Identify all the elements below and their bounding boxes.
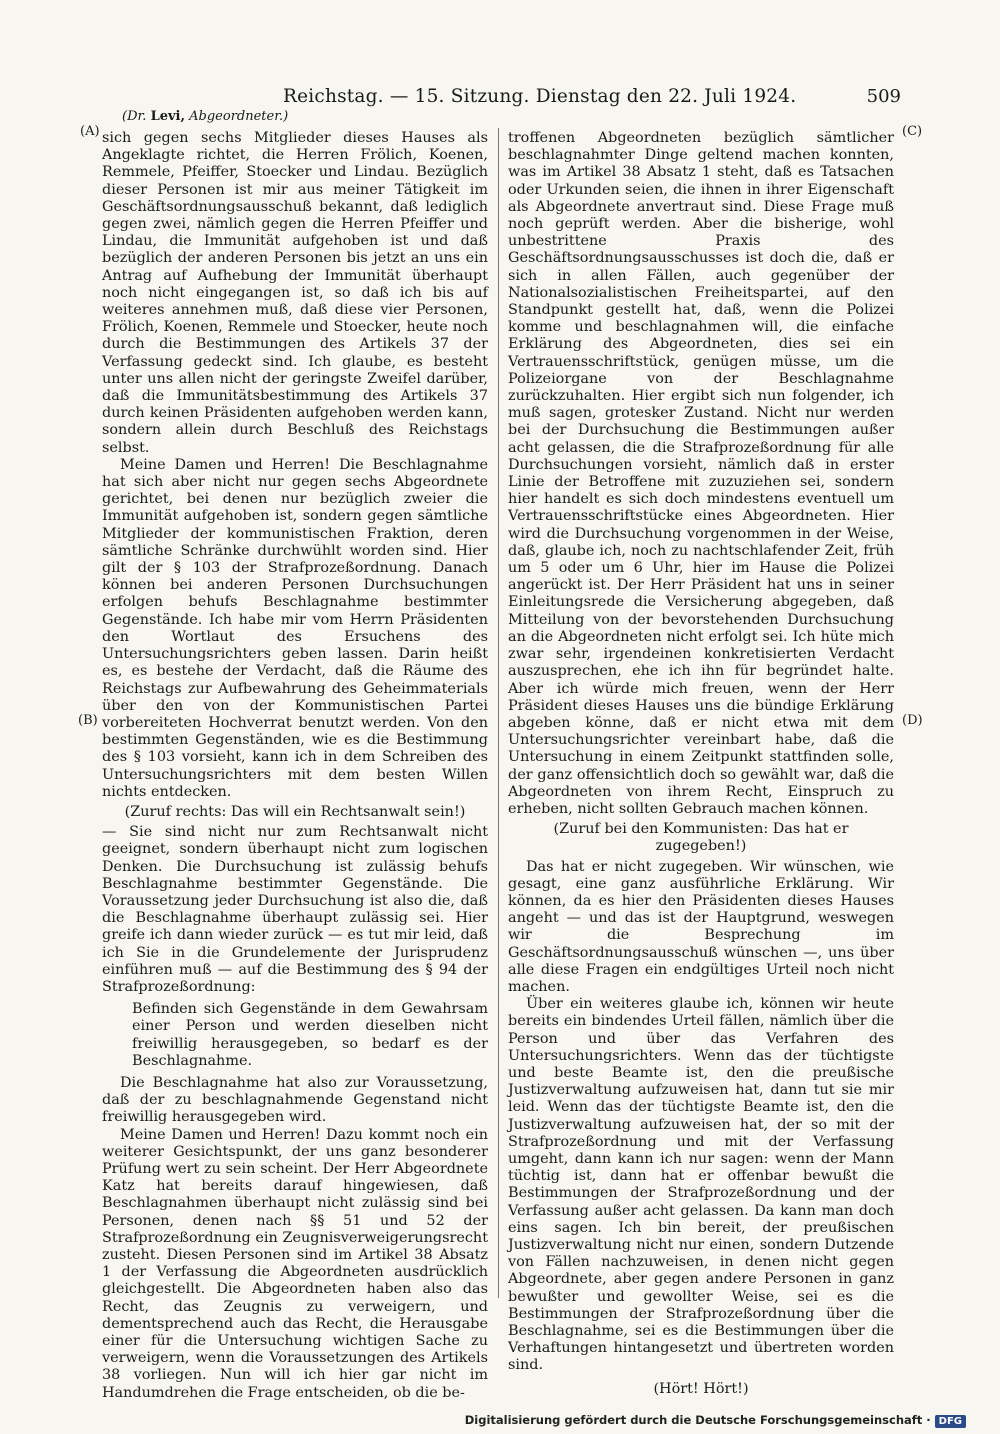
interjection: (Zuruf bei den Kommunisten: Das hat er zugegeben!) [553,821,849,855]
paragraph: Die Beschlagnahme hat also zur Voraussetzung, daß der zu beschlagnahmende Gegenstand nicht freiwillig herausgegeben wird. [102,1074,488,1126]
speaker-name: Levi, [150,109,185,124]
footer-text: Digitalisierung gefördert durch die Deutsche Forschungsgemeinschaft · [464,1413,931,1427]
page-header [105,86,901,110]
interjection: (Zuruf rechts: Das will ein Rechtsanwalt sein!) [124,803,466,820]
margin-label-c: (C) [902,124,923,139]
page-number: 509 [866,86,901,107]
margin-label-d: (D) [902,713,923,728]
interjection: (Hört! Hört!) [653,1380,749,1397]
column-divider [498,128,499,1298]
paragraph: Meine Damen und Herren! Dazu kommt noch ein weiterer Gesichtspunkt, der uns ganz besonderer Prüfung wert zu sein scheint. Der Herr Abgeordnete Katz hat bereits darauf hingewiesen, daß Beschlagnahmen überhaupt nicht zulässig sind bei Personen, denen nach §§ 51 und 52 der Strafprozeßordnung ein Zeugnisverweigerungsrecht zusteht. Diesen Personen sind im Artikel 38 Absatz 1 der Verfassung die Abgeordneten ausdrücklich gleichgestellt. Die Abgeordneten haben also das Recht, das Zeugnis zu verweigern, und dementsprechend auch das Recht, die Herausgabe einer für die Untersuchung wichtigen Sache zu verweigern, wenn die Voraussetzungen des Artikels 38 vorliegen. Nun will ich hier gar nicht im Handumdrehen die Frage entscheiden, ob die be- [102,1126,488,1401]
paragraph: Über ein weiteres glaube ich, können wir heute bereits ein bindendes Urteil fällen, nämlich über die Person und über das Verfahren des Untersuchungsrichters. Wenn das der tüchtigste und beste Beamte ist, den die preußische Justizverwaltung aufzuweisen hat, dann tut sie mir leid. Wenn das der tüchtigste Beamte ist, den die Justizverwaltung aufzuweisen hat, der so mit der Strafprozeßordnung und mit der Verfassung umgeht, dann kann ich nur sagen: wenn der Mann tüchtig ist, dann hat er offenbar bewußt die Bestimmungen der Strafprozeßordnung und der Verfassung außer acht gelassen. Da kann man doch eins sagen. Ich bin bereit, der preußischen Justizverwaltung nicht nur einen, sondern Dutzende von Fällen nachzuweisen, in denen nicht gegen Abgeordnete, aber gegen andere Personen in ganz bewußter und gewollter Weise, sei es die Bestimmungen der Strafprozeßordnung über die Beschlagnahme, sei es die Bestimmungen über die Verhaftungen hintangesetzt und übertreten worden sind. [508,996,894,1374]
left-column [102,130,488,1402]
speaker-line [122,109,288,124]
legal-quote: Befinden sich Gegenstände in dem Gewahrsam einer Person und werden dieselben nicht freiwillig herausgegeben, so bedarf es der Beschlagnahme. [132,1001,488,1069]
paragraph: Meine Damen und Herren! Die Beschlagnahme hat sich aber nicht nur gegen sechs Abgeordnete gerichtet, bei denen nur bezüglich zweier die Immunität aufgehoben ist, sondern gegen sämtliche Mitglieder der kommunistischen Fraktion, deren sämtliche Schränke durchwühlt worden sind. Hier gilt der § 103 der Strafprozeßordnung. Danach können bei anderen Personen Durchsuchungen erfolgen behufs Beschlagnahme bestimmter Gegenstände. Ich habe mir vom Herrn Präsidenten den Wortlaut des Ersuchens des Untersuchungsrichters geben lassen. Darin heißt es, es bestehe der Verdacht, daß die Räume des Reichstags zur Aufbewahrung des Geheimmaterials über den von der Kommunistischen Partei vorbereiteten Hochverrat benutzt werden. Von den bestimmten Gegenständen, wie es die Bestimmung des § 103 vorsieht, kann ich in dem Schreiben des Untersuchungsrichters mit dem besten Willen nichts entdecken. [102,456,488,800]
running-title: Reichstag. — 15. Sitzung. Dienstag den 22. Juli 1924. [283,86,797,107]
paragraph: — Sie sind nicht nur zum Rechtsanwalt nicht geeignet, sondern überhaupt nicht zum logischen Denken. Die Durchsuchung ist zulässig behufs Beschlagnahme bestimmter Gegenstände. Die Voraussetzung jeder Durchsuchung ist also die, daß die Beschlagnahme überhaupt zulässig sei. Hier greife ich dann wieder zurück — es tut mir leid, daß ich Sie in die Grundelemente der Jurisprudenz einführen muß — auf die Bestimmung des § 94 der Strafprozeßordnung: [102,824,488,995]
dfg-logo: DFG [935,1415,966,1428]
right-column [508,130,894,1404]
margin-label-b: (B) [78,713,98,728]
paragraph: Das hat er nicht zugegeben. Wir wünschen, wie gesagt, eine ganz ausführliche Erklärung. Wir können, da es hier den Präsidenten dieses Hauses angeht — und das ist der Hauptgrund, weswegen wir die Besprechung im Geschäftsordnungsausschuß wünschen —, uns über alle diese Fragen ein endgültiges Urteil noch nicht machen. [508,858,894,995]
speaker-prefix: (Dr. [122,109,147,124]
paragraph: troffenen Abgeordneten bezüglich sämtlicher beschlagnahmter Dinge geltend machen konnten, was im Artikel 38 Absatz 1 steht, daß es Tatsachen oder Urkunden seien, die ihnen in ihrer Eigenschaft als Abgeordnete anvertraut sind. Diese Frage muß noch geprüft werden. Aber die bisherige, wohl unbestrittene Praxis des Geschäftsordnungsausschusses ist doch die, daß er sich in allen Fällen, auch gegenüber der Nationalsozialistischen Freiheitspartei, auf den Standpunkt gestellt hat, daß, wenn die Polizei komme und beschlagnahmen will, die einfache Erklärung des Abgeordneten, dies sei ein Vertrauensschriftstück, genügen müsse, um die Polizeiorgane von der Beschlagnahme zurückzuhalten. Hier ergibt sich nun folgender, ich muß sagen, grotesker Zustand. Nicht nur werden bei der Durchsuchung die Bestimmungen außer acht gelassen, die die Strafprozeßordnung für alle Durchsuchungen vorsieht, nämlich daß in erster Linie der Betroffene mit zuzuziehen sei, sondern hier handelt es sich doch mindestens eventuell um Vertrauensschriftstücke eines Abgeordneten. Hier wird die Durchsuchung vorgenommen in der Weise, daß, glaube ich, noch zu nachtschlafender Zeit, früh um 5 oder um 6 Uhr, hier im Hause die Polizei angerückt ist. Der Herr Präsident hat uns in seiner Einleitungsrede die Versicherung abgegeben, daß Mitteilung von der bevorstehenden Durchsuchung an die Abgeordneten nicht erfolgt sei. Ich hüte mich zwar sehr, irgendeinen konkretisierten Verdacht auszusprechen, ehe ich ihn für begründet halte. Aber ich würde mich freuen, wenn der Herr Präsident dieses Hauses uns die bündige Erklärung abgeben könne, daß er nicht etwa mit dem Untersuchungsrichter vereinbart habe, daß die Untersuchung in einem Zeitpunkt stattfinden solle, der ganz offensichtlich doch so gewählt war, daß die Abgeordneten von ihrem Recht, Einspruch zu erheben, nicht sollten Gebrauch machen können. [508,130,894,817]
paragraph: sich gegen sechs Mitglieder dieses Hauses als Angeklagte richtet, die Herren Frölich, Koenen, Remmele, Pfeiffer, Stoecker und Lindau. Bezüglich dieser Personen ist mir aus meiner Tätigkeit im Geschäftsordnungsausschuß bekannt, daß lediglich gegen zwei, nämlich gegen die Herren Pfeiffer und Lindau, die Immunität aufgehoben ist und daß bezüglich der anderen Personen bis jetzt an uns ein Antrag auf Aufhebung der Immunität überhaupt noch nicht eingegangen ist, so daß ich bis auf weiteres annehmen muß, daß diese vier Personen, Frölich, Koenen, Remmele und Stoecker, heute noch durch die Bestimmungen des Artikels 37 der Verfassung gedeckt sind. Ich glaube, es besteht unter uns allen nicht der geringste Zweifel darüber, daß die Immunitätsbestimmung des Artikels 37 durch keinen Präsidenten aufgehoben werden kann, sondern allein durch Beschluß des Reichstags selbst. [102,130,488,456]
margin-label-a: (A) [80,124,100,139]
speaker-role: Abgeordneter.) [189,109,289,124]
digitization-footer [465,1413,966,1428]
